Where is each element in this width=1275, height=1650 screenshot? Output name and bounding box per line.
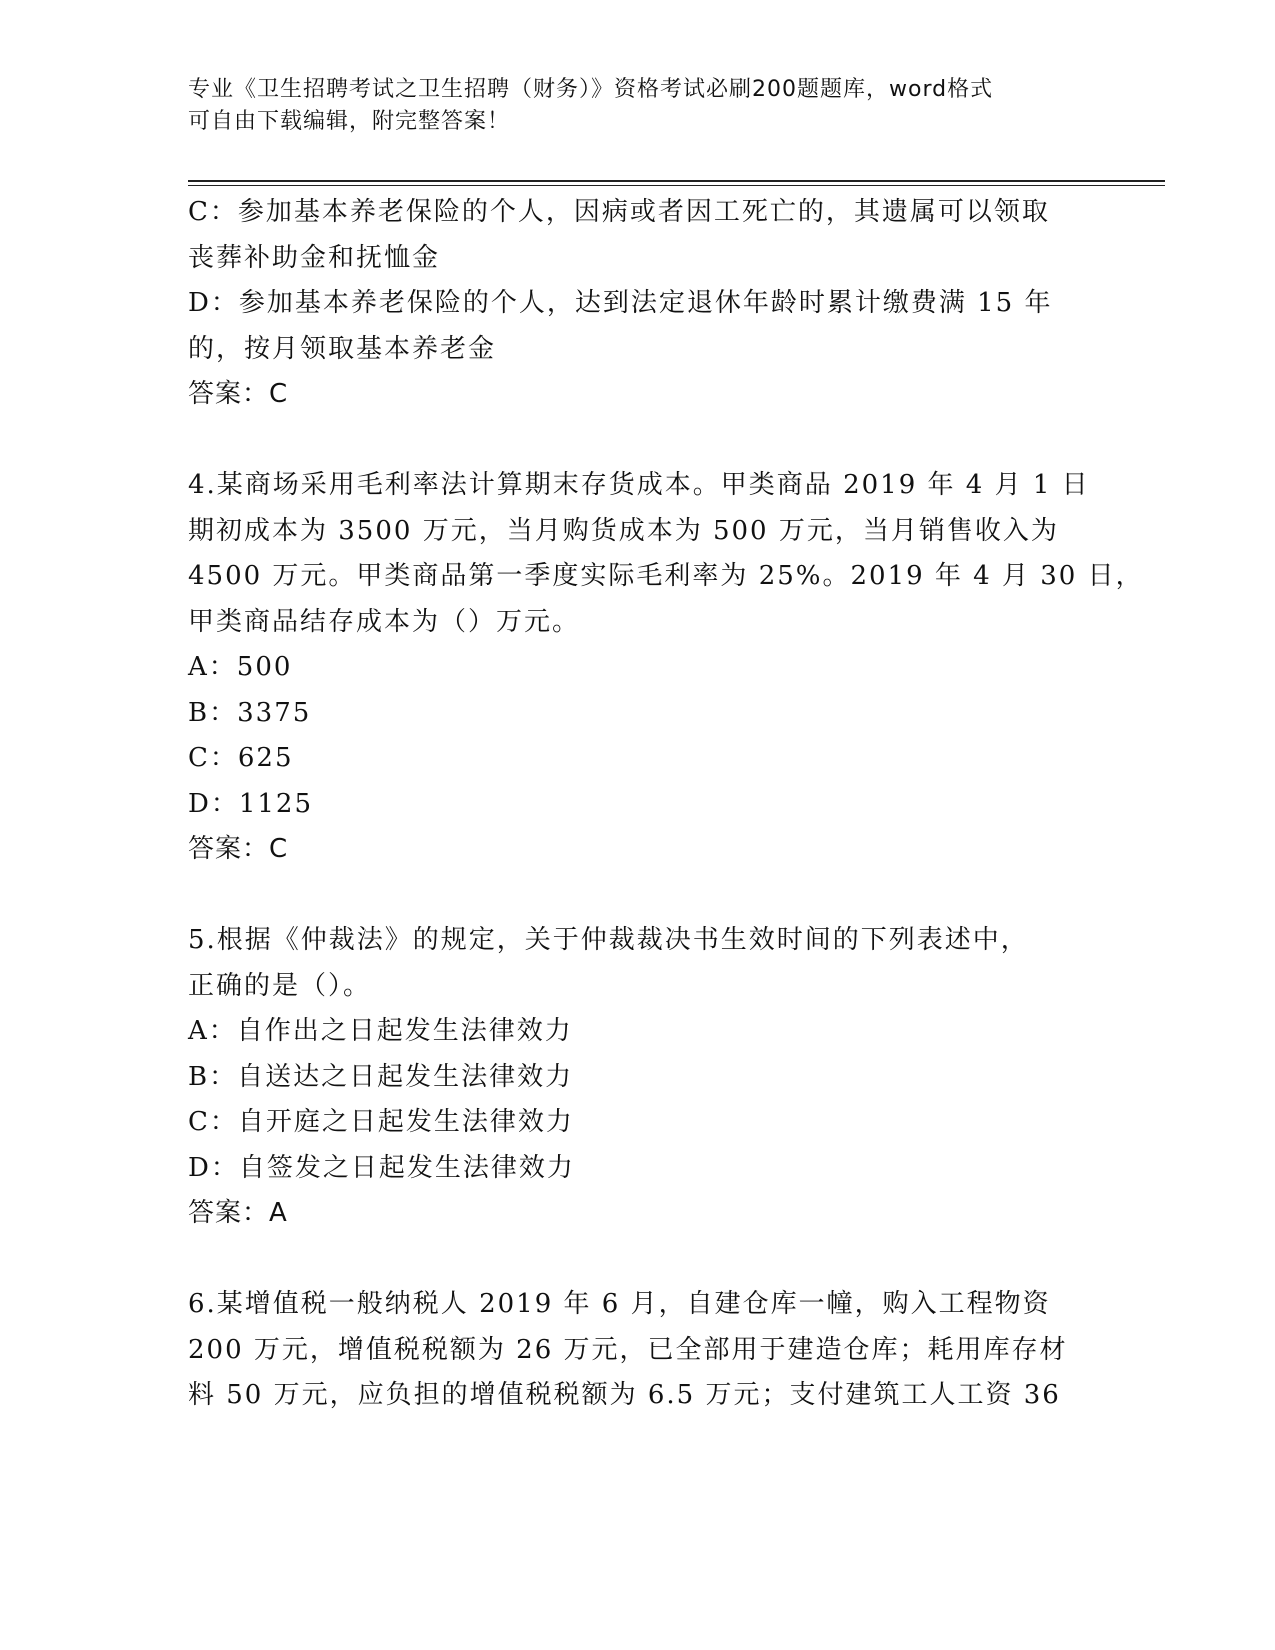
q3-option-c-line-2: 丧葬补助金和抚恤金 xyxy=(188,242,441,273)
q4-option-a: A：500 xyxy=(188,652,293,682)
q5-stem-line-2: 正确的是（）。 xyxy=(188,970,372,1001)
q6-stem-line-1: 6.某增值税一般纳税人 2019 年 6 月，自建仓库一幢，购入工程物资 xyxy=(188,1289,1051,1319)
header-divider-thick xyxy=(188,180,1165,182)
q4-answer: 答案：C xyxy=(188,834,289,864)
q3-option-d-line-1: D：参加基本养老保险的个人，达到法定退休年龄时累计缴费满 15 年 xyxy=(188,288,1053,318)
q4-option-c: C：625 xyxy=(188,743,294,773)
q5-option-a: A：自作出之日起发生法律效力 xyxy=(188,1016,573,1046)
question-5 xyxy=(188,918,1088,1237)
spacer xyxy=(188,873,1088,919)
header-line-2: 可自由下载编辑，附完整答案！ xyxy=(188,109,511,134)
q4-stem-line-4: 甲类商品结存成本为（）万元。 xyxy=(188,606,581,637)
header-line-1: 专业《卫生招聘考试之卫生招聘（财务）》资格考试必刷200题题库，word格式 xyxy=(188,77,994,102)
q3-option-c-line-1: C：参加基本养老保险的个人，因病或者因工死亡的，其遗属可以领取 xyxy=(188,197,1050,227)
q5-option-c: C：自开庭之日起发生法律效力 xyxy=(188,1107,574,1137)
q6-stem-line-2: 200 万元，增值税税额为 26 万元，已全部用于建造仓库；耗用库存材 xyxy=(188,1334,1068,1365)
document-header xyxy=(188,74,1068,138)
question-4 xyxy=(188,463,1144,873)
question-3-tail xyxy=(188,190,1088,418)
q5-option-b: B：自送达之日起发生法律效力 xyxy=(188,1061,574,1092)
spacer xyxy=(188,1237,1088,1283)
q3-answer: 答案：C xyxy=(188,379,289,409)
question-6 xyxy=(188,1282,1088,1419)
q5-stem-line-1: 5.根据《仲裁法》的规定，关于仲裁裁决书生效时间的下列表述中， xyxy=(188,925,1029,955)
q4-option-b: B：3375 xyxy=(188,697,312,728)
spacer xyxy=(188,418,1088,464)
header-divider-thin xyxy=(188,185,1165,186)
q4-stem-line-3: 4500 万元。甲类商品第一季度实际毛利率为 25%。2019 年 4 月 30 日， xyxy=(188,561,1144,591)
q6-stem-line-3: 料 50 万元，应负担的增值税税额为 6.5 万元；支付建筑工人工资 36 xyxy=(188,1380,1061,1410)
question-content xyxy=(188,190,1144,1419)
q4-stem-line-1: 4.某商场采用毛利率法计算期末存货成本。甲类商品 2019 年 4 月 1 日 xyxy=(188,470,1090,500)
q5-answer: 答案：A xyxy=(188,1198,288,1228)
q4-option-d: D：1125 xyxy=(188,788,314,819)
q3-option-d-line-2: 的，按月领取基本养老金 xyxy=(188,333,497,364)
q5-option-d: D：自签发之日起发生法律效力 xyxy=(188,1152,575,1183)
q4-stem-line-2: 期初成本为 3500 万元，当月购货成本为 500 万元，当月销售收入为 xyxy=(188,515,1059,546)
